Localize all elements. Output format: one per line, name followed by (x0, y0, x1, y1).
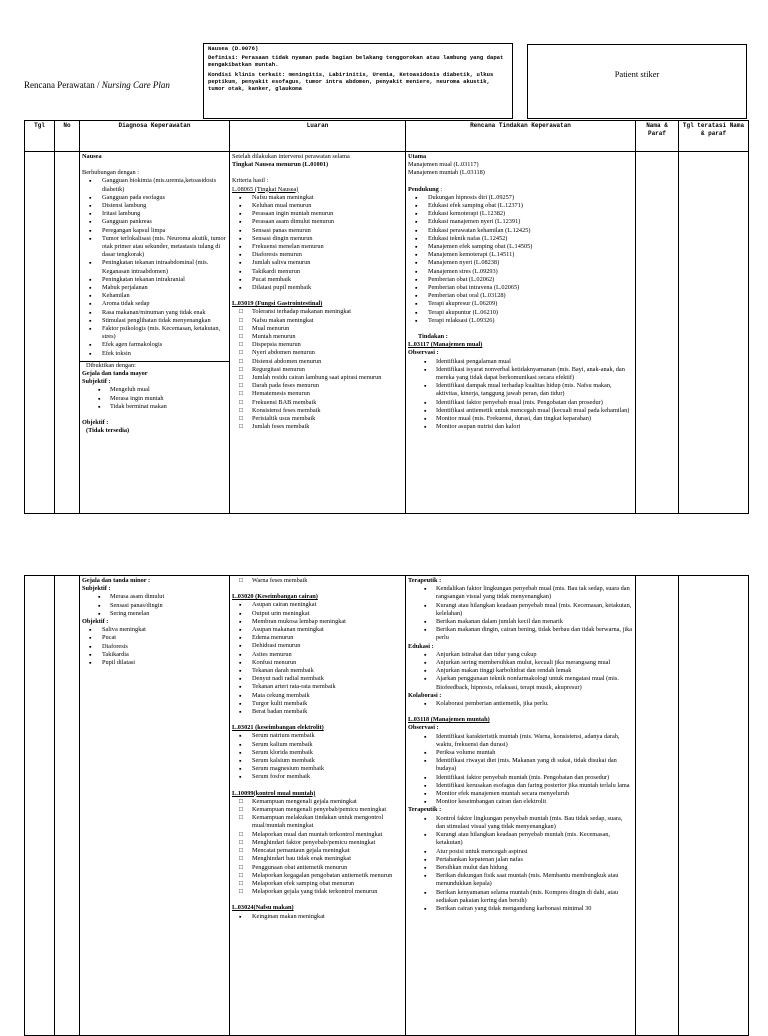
action-heading: Tindakan : (418, 333, 448, 341)
minor-sign-item: ▪ Pupil dilatasi (82, 659, 227, 667)
evidence-heading: Dibuktikan dengan: (86, 361, 136, 369)
outcome-criteria-item: ▪ Keluhan mual menurun (232, 202, 403, 210)
col-header-plan: Rencana Tindakan Keperawatan (406, 121, 636, 152)
col-header-number: No (55, 121, 80, 152)
education-list (408, 651, 633, 692)
outcome-criteria-item: ▪ Jumlah saliva menurun (232, 259, 403, 267)
outcome-criteria-item: □ Penggunaan obat antiemetik menurun (232, 864, 403, 872)
outcome-intro: Setelah dilakukan intervensi perawatan selama (232, 153, 350, 160)
related-factor-item: ▪ Gangguan pada esofagus (82, 194, 227, 202)
outcome-criteria-item: ▪ Tekanan darah membaik (232, 667, 403, 675)
observation-item: ▪ Identifikasi faktor penyebab mual (mis. Pengobatan dan prosedur) (408, 399, 633, 407)
major-subjective-heading: Subjektif : (82, 378, 111, 386)
minor-symptom-item: ▪ Sensasi panas/dingin (82, 602, 227, 610)
col-header-resolved: Tgl teratasi Nama & paraf (679, 121, 749, 152)
outcome-criteria-item: ▪ Dilatasi pupil membaik (232, 284, 403, 292)
clinical-conditions: Kondisi klinis terkait: meningitis, Labirinitis, Uremia, Ketoasidosis diabetik, ulkus peptikum, penyakit esofagus, tumor intra abdomen, penyakit meniere, neuroma akustik, tumor otak, kanker, glaukoma (208, 70, 494, 93)
observation-item: ▪ Identifikasi isyarat nonverbal ketidaknyamanan (mis. Bayi, anak-anak, dan mereka yang tidak dapat berkomunikasi secara efektif) (408, 366, 633, 382)
minor-sign-item: ▪ Saliva meningkat (82, 626, 227, 634)
therapeutic-heading: Terapeutik : (408, 577, 442, 584)
outcome-code-nausea: L.08065 (Tingkat Nausea) (232, 185, 299, 193)
col-header-outcome: Luaran (230, 121, 406, 152)
related-factor-item: ▪ Faktor psikologis (mis. Kecemasan, ketakutan, stres) (82, 325, 227, 341)
outcome-criteria-item: ▪ Takikardi menurun (232, 268, 403, 276)
observation-item: ▪ Identifikasi dampak mual terhadap kualitas hidup (mis. Nafsu makan, aktivitas, kinerja, tanggung jawab peran, dan tidur) (408, 382, 633, 398)
related-factor-item: ▪ Efek toksin (82, 350, 227, 358)
diagnosis-definition-box (203, 43, 513, 119)
resolved-cell (679, 152, 749, 514)
related-heading: Berhubungan dengan : (82, 169, 140, 177)
observation-item: ▪ Monitor asupan nutrisi dan kalori (408, 423, 633, 431)
outcome-criteria-item: ▪ Asupan cairan meningkat (232, 601, 403, 609)
therapeutic-item: ▪ Berikan kenyamanan selama muntah (mis. Kompres dingin di dahi, atau sediakan pakaian kering dan bersih) (408, 889, 633, 905)
related-factor-item: ▪ Gangguan pankreas (82, 218, 227, 226)
related-factor-item: ▪ Rasa makanan/minuman yang tidak enak (82, 309, 227, 317)
main-intervention-item: Manajemen muntah (L.03118) (408, 169, 485, 177)
related-factor-item: ▪ Peningkatan tekanan intraabdominal (mis. Keganasan intraabdomen) (82, 259, 227, 275)
minor-heading: Gejala dan tanda minor : (82, 577, 151, 584)
diagnosis-title: Nausea (82, 153, 102, 160)
outcome-criteria-item: ▪ Sensasi dingin menurun (232, 235, 403, 243)
outcome-criteria-item: □ Menghindari bau tidak enak meningkat (232, 855, 403, 863)
education-item: ▪ Ajarkan penggunaan teknik nonfarmakologi untuk mengatasi mual (mis. Biofeedback, hipnosis, relaksasi, terapi musik, akupresur) (408, 675, 633, 691)
related-factor-item: ▪ Iritasi lambung (82, 210, 227, 218)
outcome-criteria-item: ▪ Serum kalsium membaik (232, 757, 403, 765)
outcome-criteria-item: □ Kemampuan melakukan tindakan untuk mengontrol mual/muntah meningkat (232, 814, 403, 830)
vomiting-code: L.03118 (Manajemen muntah) (408, 716, 490, 724)
related-factor-item: ▪ Kehamilan (82, 292, 227, 300)
therapeutic-item: ▪ Kendalikan faktor lingkungan penyebab mual (mis. Bau tak sedap, suara dan rangsangan visual yang tidak menyenangkan) (408, 585, 633, 601)
outcome-criteria-item: ▪ Serum fosfor membaik (232, 773, 403, 781)
outcome-criteria-item: ▪ Asites menurun (232, 651, 403, 659)
support-intervention-item: ▪ Dukungan hipnosis diri (L.09257) (408, 194, 633, 202)
support-intervention-item: ▪ Terapi akupresur (L.06209) (408, 300, 633, 308)
therapeutic-item: ▪ Berikan makanan dingin, cairan bening, tidak berbau dan tidak berwarna, jika perlu (408, 626, 633, 642)
outcome-cell-2 (230, 576, 406, 1036)
related-factor-item: ▪ Peregangan kapsul limpa (82, 227, 227, 235)
support-heading: Pendukung (408, 185, 439, 193)
outcome-criteria-item: □ Kemampuan mengenali gejala meningkat (232, 798, 403, 806)
outcome-criteria-item: ▪ Serum klorida membaik (232, 749, 403, 757)
outcome-code-fluid: L.03020 (Keseimbangan cairan) (232, 593, 318, 601)
observation-item: ▪ Identifikasi riwayat diet (mis. Makanan yang di sukai, tidak disukai dan budaya) (408, 757, 633, 773)
main-heading: Utama (408, 153, 427, 160)
outcome-criteria-item: ▪ Nafsu makan meningkat (232, 194, 403, 202)
outcome-criteria-item: ▪ Keinginan makan meningkat (232, 913, 403, 921)
minor-symptom-item: ▪ Sering menelan (82, 610, 227, 618)
minor-subjective-list (82, 593, 227, 618)
outcome-code-nausea-control: L.10099(kontrol mual muntah) (232, 789, 316, 797)
electrolyte-criteria-list (232, 732, 403, 781)
major-symptom-item: ▪ Tidak berminat makan (82, 403, 227, 411)
outcome-criteria-item: □ Dispepsia menurun (232, 341, 403, 349)
outcome-item: □ Warna feses membaik (232, 577, 403, 585)
main-intervention-item: Manajemen mual (L.03117) (408, 161, 479, 169)
therapeutic-item: ▪ Kurangi atau hilangkan keadaan penyebab muntah (mis. Kecemasan, ketakutan) (408, 831, 633, 847)
major-symptom-item: ▪ Merasa ingin muntah (82, 395, 227, 403)
outcome-cell (230, 152, 406, 514)
outcome-criteria-item: ▪ Dehidrasi menurun (232, 642, 403, 650)
support-intervention-item: ▪ Terapi akupuntur (L.06210) (408, 309, 633, 317)
support-intervention-item: ▪ Edukasi manajemen nyeri (L.12391) (408, 218, 633, 226)
minor-symptom-item: ▪ Merasa asam dimulut (82, 593, 227, 601)
related-factor-item: ▪ Stimulasi penglihatan tidak menyenangkan (82, 317, 227, 325)
observation-item: ▪ Identifikasi karakteristik muntah (mis. Warna, konsistensi, adanya darah, waktu, frekuensi dan durasi) (408, 733, 633, 749)
patient-sticker-box: Patient stiker (527, 44, 747, 119)
nausea-control-list (232, 798, 403, 896)
minor-sign-item: ▪ Diaforesis (82, 643, 227, 651)
col-header-diagnosis: Diagnosa Keperawatan (80, 121, 230, 152)
care-plan-title: Rencana Perawatan / Nursing Care Plan (24, 80, 170, 90)
gi-criteria-list (232, 308, 403, 431)
outcome-criteria-item: □ Nafsu makan meningkat (232, 317, 403, 325)
outcome-criteria-item: ▪ Output urin meningkat (232, 610, 403, 618)
therapeutic-item: ▪ Kurangi atau hilangkan keadaan penyebab mual (mis. Kecemasan, ketakutan, kelelahan) (408, 602, 633, 618)
outcome-criteria-item: □ Kemampuan mengenali penyebab/pemicu meningkat (232, 806, 403, 814)
observation-item: ▪ Monitor keseimbangan cairan dan elektrolit (408, 798, 633, 806)
outcome-criteria-item: ▪ Membran mukosa lembap meningkat (232, 618, 403, 626)
outcome-criteria-item: ▪ Frekuensi menelan menurun (232, 243, 403, 251)
education-heading: Edukasi : (408, 642, 434, 650)
related-factor-item: ▪ Tumor terlokalisasi (mis. Neuroma akutik, tumor otak primer atau sekunder, metastasis tulang di dasar tengkorak) (82, 235, 227, 260)
diagnosis-cell-2 (80, 576, 230, 1036)
minor-objective-heading: Objektif : (82, 618, 109, 626)
date-cell-2 (25, 576, 55, 1036)
therapeutic-item: ▪ Berikan makanan dalam jumlah kecil dan menarik (408, 618, 633, 626)
outcome-criteria-item: □ Nyeri abdomen menurun (232, 349, 403, 357)
minor-sign-item: ▪ Takikardia (82, 651, 227, 659)
col-header-name-sign: Nama & Paraf (636, 121, 679, 152)
objective-none: (Tidak tersedia) (86, 427, 130, 435)
support-intervention-item: ▪ Edukasi perawatan kehamilan (L.12425) (408, 227, 633, 235)
related-factor-item: ▪ Efek agen farmakologis (82, 341, 227, 349)
outcome-criteria-item: □ Menghindari faktor penyebab/pemicu meningkat (232, 839, 403, 847)
outcome-criteria-item: □ Melaporkan efek samping obat menurun (232, 880, 403, 888)
outcome-criteria-item: □ Toleransi terhadap makanan meningkat (232, 308, 403, 316)
outcome-criteria-item: ▪ Asupan makanan meningkat (232, 626, 403, 634)
therapeutic-item: ▪ Atur posisi untuk mencegah aspirasi (408, 848, 633, 856)
related-factor-item: ▪ Gangguan biokimia (mis.uremia,ketoasidosis diabetik) (82, 177, 227, 193)
main-interventions (408, 161, 633, 177)
support-intervention-item: ▪ Manajemen nyeri (L.08238) (408, 259, 633, 267)
name-sign-cell-2 (636, 576, 679, 1036)
name-sign-cell (636, 152, 679, 514)
nausea-criteria-list (232, 194, 403, 292)
col-header-date: Tgl (25, 121, 55, 152)
outcome-criteria-item: □ Muntah menurun (232, 333, 403, 341)
collaboration-item: ▪ Kolaborasi pemberian antiemetik, jika perlu. (408, 700, 633, 708)
outcome-criteria-item: □ Hematemesis menurun (232, 390, 403, 398)
plan-cell-2 (406, 576, 636, 1036)
therapeutic-heading-2: Terapeutik : (408, 806, 442, 814)
support-intervention-item: ▪ Edukasi efek samping obat (L.12371) (408, 202, 633, 210)
therapeutic-item: ▪ Kontrol faktor lingkungan penyebab muntah (mis. Bau tidak sedap, suara, dan stimulasi visual yang tidak menyenangkan) (408, 815, 633, 831)
support-intervention-item: ▪ Edukasi teknik nafas (L.12452) (408, 235, 633, 243)
appetite-list (232, 913, 403, 921)
education-item: ▪ Anjurkan sering membersihkan mulut, kecuali jika merangsang mual (408, 659, 633, 667)
outcome-criteria-item: ▪ Perasaan asam dimulut menurun (232, 218, 403, 226)
observation-item: ▪ Identifikasi antiemetik untuk mencegah mual (kecuali mual pada kehamilan) (408, 407, 633, 415)
care-plan-table-2 (24, 575, 749, 1036)
related-factor-item: ▪ Peningkatan tekanan intrakranial (82, 276, 227, 284)
therapeutic-item: ▪ Bersihkan mulut dan hidung (408, 864, 633, 872)
outcome-criteria-item: □ Melaporkan kegagalan pengobatan antiemetik menurun (232, 872, 403, 880)
support-intervention-item: ▪ Manajemen efek samping obat (L.14505) (408, 243, 633, 251)
outcome-criteria-item: □ Distensi abdomen menurun (232, 358, 403, 366)
outcome-criteria-item: □ Darah pada feses menurun (232, 382, 403, 390)
outcome-criteria-item: ▪ Konfusi menurun (232, 659, 403, 667)
plan-cell: Utama Manajemen mual (L.03117) Manajemen muntah (L.03118) Pendukung : ▪ Dukungan hipnosis diri (L.09257) ▪ Edukasi efek samping obat (L.12371) ▪ Edukasi kemoterapi (L.12382) ▪ Edukasi manajemen nyeri (L.12391) ▪ Edukasi perawatan kehamilan (L.12425) ▪ Edukasi teknik nafas (L.12452) ▪ Manajemen efek samping obat (L.14505) ▪ Manajemen kemoterapi (L.14511) ▪ Manajemen nyeri (L.08238) ▪ Manajemen stres (L.09293) ▪ Pemberian obat (L.02062) ▪ Pemberian obat intravena (L.02065) ▪ Pemberian obat oral (L.03128) ▪ Terapi akupresur (L.06209) ▪ Terapi akupuntur (L.06210) ▪ Terapi relaksasi (L.09326) Tindakan : L.03117 (Manajemen mual) Observasi : ▪ Identifikasi pengalaman mual ▪ Identifikasi isyarat nonverbal ketidaknyamanan (mis. Bayi, anak-anak, dan mereka yang tidak dapat berkomunikasi secara efektif) ▪ Identifikasi dampak mual terhadap kualitas hidup (mis. Nafsu makan, aktivitas, kinerja, tanggung jawab peran, dan tidur) ▪ Identifikasi faktor penyebab mual (mis. Pengobatan dan prosedur) ▪ Identifikasi antiemetik untuk mencegah mual (kecuali mual pada kehamilan) ▪ Monitor mual (mis. Frekuensi, durasi, dan tingkat keparahan) ▪ Monitor asupan nutrisi dan kalori (406, 152, 636, 514)
collaboration-heading: Kolaborasi : (408, 691, 442, 699)
outcome-criteria-item: ▪ Serum magnesium membaik (232, 765, 403, 773)
minor-sign-item: ▪ Pucat (82, 634, 227, 642)
date-cell (25, 152, 55, 514)
action-code: L.03117 (Manajemen mual) (408, 341, 483, 349)
number-cell-2 (55, 576, 80, 1036)
outcome-criteria-item: ▪ Turgor kulit membaik (232, 700, 403, 708)
definition-code: Nausea (D.0076) (208, 45, 259, 52)
outcome-code-electrolyte: L.03021 (keseimbangan elektrolit) (232, 724, 324, 732)
diagnosis-cell (80, 152, 230, 514)
support-intervention-item: ▪ Pemberian obat (L.02062) (408, 276, 633, 284)
outcome-code-appetite: L.03024(Nafsu makan) (232, 904, 294, 912)
minor-subjective-heading: Subjektif : (82, 585, 111, 593)
therapeutic-list (408, 585, 633, 642)
outcome-criteria-item: □ Melaporkan mual dan muntah terkontrol meningkat (232, 831, 403, 839)
outcome-criteria-item: □ Melaporkan gejala yang tidak terkontrol menurun (232, 888, 403, 896)
collaboration-list (408, 700, 633, 708)
observation-item: ▪ Identifikasi faktor penyebab muntah (mis. Pengobatan dan prosedur) (408, 774, 633, 782)
observation-item: ▪ Monitor mual (mis. Frekuensi, durasi, dan tingkat keparahan) (408, 415, 633, 423)
therapeutic-item: ▪ Berikan cairan yang tidak mengandung karbonasi minimal 30 (408, 905, 633, 913)
therapeutic-item: ▪ Pertahankan kepatenan jalan nafas (408, 856, 633, 864)
outcome-criteria-item: ▪ Diaforesis menurun (232, 251, 403, 259)
outcome-criteria-item: ▪ Perasaan ingin muntah menurun (232, 210, 403, 218)
definition-text: Definisi: Perasaan tidak nyaman pada bagian belakang tenggorokan atau lambung yang dapat mengakibatkan muntah. (208, 54, 504, 69)
outcome-criteria-item: □ Jumlah residu cairan lambung saat apirasi menurun (232, 374, 403, 382)
outcome-criteria-item: ▪ Serum natrium membaik (232, 732, 403, 740)
stool-color-list (232, 577, 403, 585)
related-factor-item: ▪ Mabuk perjalanan (82, 284, 227, 292)
support-intervention-item: ▪ Manajemen stres (L.09293) (408, 268, 633, 276)
observation-item: ▪ Identifikasi kerusakan esofagus dan faring posterior jika muntah terlalu lama (408, 782, 633, 790)
outcome-criteria-item: ▪ Berat badan membaik (232, 708, 403, 716)
outcome-criteria-item: ▪ Serum kalium membaik (232, 741, 403, 749)
major-symptom-item: ▪ Mengeluh mual (82, 386, 227, 394)
education-item: ▪ Anjurkan makan tinggi karbohidrat dan rendah lemak (408, 667, 633, 675)
vomiting-observation-list (408, 733, 633, 807)
related-list (82, 177, 227, 357)
observation-heading: Observasi : (408, 349, 439, 357)
outcome-code-gi: L.03019 (Fungsi Gastrointestinal) (232, 300, 323, 308)
outcome-criteria-item: □ Mencatat pemantaun gejala meningkat (232, 847, 403, 855)
related-factor-item: ▪ Aroma tidak sedap (82, 300, 227, 308)
outcome-criteria-item: ▪ Pucat membaik (232, 276, 403, 284)
outcome-criteria-item: □ Frekuensi BAB membaik (232, 399, 403, 407)
number-cell (55, 152, 80, 514)
resolved-cell-2 (679, 576, 749, 1036)
vomiting-therapeutic-list (408, 815, 633, 913)
observation-item: ▪ Periksa volume muntah (408, 749, 633, 757)
outcome-criteria-item: ▪ Mata cekung membaik (232, 692, 403, 700)
outcome-criteria-item: □ Konsistensi feses membaik (232, 407, 403, 415)
objective-heading: Objektif : (82, 419, 109, 427)
care-plan-table-1 (24, 120, 749, 514)
outcome-criteria-item: ▪ Tekanan arteri rata-rata membaik (232, 683, 403, 691)
related-factor-item: ▪ Distensi lambung (82, 202, 227, 210)
support-intervention-item: ▪ Edukasi kemoterapi (L.12382) (408, 210, 633, 218)
therapeutic-item: ▪ Berikan dukungan fisik saat muntah (mis. Membantu membungkuk atau menundukkan kepala) (408, 872, 633, 888)
criteria-heading: Kriteria hasil : (232, 177, 269, 185)
minor-objective-list (82, 626, 227, 667)
support-intervention-item: ▪ Terapi relaksasi (L.09326) (408, 317, 633, 325)
support-intervention-item: ▪ Pemberian obat oral (L.03128) (408, 292, 633, 300)
major-subjective-list (82, 386, 227, 411)
support-intervention-item: ▪ Pemberian obat intravena (L.02065) (408, 284, 633, 292)
support-intervention-item: ▪ Manajemen kemoterapi (L.14511) (408, 251, 633, 259)
outcome-criteria-item: ▪ Denyut nadi radial membaik (232, 675, 403, 683)
outcome-target: Tingkat Nausea menurun (L.01001) (232, 161, 329, 169)
observation-list (408, 358, 633, 432)
outcome-criteria-item: □ Jumlah feses membaik (232, 423, 403, 431)
outcome-criteria-item: □ Mual menurun (232, 325, 403, 333)
major-heading: Gejala dan tanda mayor (82, 370, 148, 378)
education-item: ▪ Anjurkan istirahat dan tidur yang cukup (408, 651, 633, 659)
outcome-criteria-item: ▪ Edema menurun (232, 634, 403, 642)
support-list (408, 194, 633, 325)
observation-item: ▪ Monitor efek manajemen muntah secara menyeluruh (408, 790, 633, 798)
outcome-criteria-item: ▪ Sensasi panas menurun (232, 227, 403, 235)
outcome-criteria-item: □ Regurgitasi menurun (232, 366, 403, 374)
observation-heading-2: Observasi : (408, 724, 439, 732)
fluid-criteria-list (232, 601, 403, 716)
outcome-criteria-item: □ Peristaltik usus membaik (232, 415, 403, 423)
observation-item: ▪ Identifikasi pengalaman mual (408, 358, 633, 366)
